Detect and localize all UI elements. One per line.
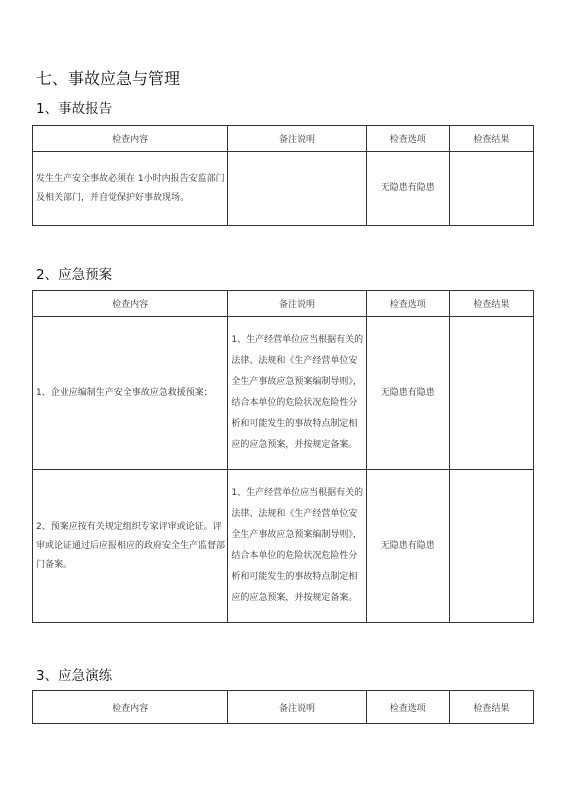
accident-report-table <box>32 125 534 226</box>
header-remarks: 备注说明 <box>228 291 366 317</box>
header-check-result: 检查结果 <box>449 126 533 152</box>
header-remarks: 备注说明 <box>228 691 366 724</box>
table-header-row <box>33 691 534 724</box>
emergency-plan-table <box>32 290 534 623</box>
section-title-emergency-plan: 2、应急预案 <box>36 267 113 283</box>
table-row <box>33 152 534 226</box>
section-title-accident-report: 1、事故报告 <box>36 101 113 117</box>
check-result-cell[interactable] <box>449 470 533 623</box>
check-option-cell[interactable]: 无隐患有隐患 <box>366 317 449 470</box>
remarks-cell: 1、生产经营单位应当根据有关的法律、法规和《生产经营单位安全生产事故应急预案编制导则》，结合本单位的危险状况危险性分析和可能发生的事故特点制定相应的应急预案，并按规定备案。 <box>228 317 366 470</box>
header-check-option: 检查选项 <box>366 291 449 317</box>
check-result-cell[interactable] <box>449 317 533 470</box>
header-remarks: 备注说明 <box>228 126 366 152</box>
header-check-result: 检查结果 <box>449 691 533 724</box>
check-content-cell: 1、企业应编制生产安全事故应急救援预案； <box>33 317 228 470</box>
table-row <box>33 317 534 470</box>
check-content-cell: 2、预案应按有关规定组织专家评审或论证。评审或论证通过后应报相应的政府安全生产监督部门备案。 <box>33 470 228 623</box>
header-check-option: 检查选项 <box>366 691 449 724</box>
page-title: 七、事故应急与管理 <box>36 69 181 88</box>
header-check-result: 检查结果 <box>449 291 533 317</box>
check-result-cell[interactable] <box>449 152 533 226</box>
table-header-row <box>33 291 534 317</box>
table-header-row <box>33 126 534 152</box>
table-row <box>33 470 534 623</box>
check-content-cell: 发生生产安全事故必须在 1小时内报告安监部门及相关部门，并自觉保护好事故现场。 <box>33 152 228 226</box>
header-check-content: 检查内容 <box>33 691 228 724</box>
check-option-cell[interactable]: 无隐患有隐患 <box>366 152 449 226</box>
check-option-cell[interactable]: 无隐患有隐患 <box>366 470 449 623</box>
section-title-emergency-drill: 3、应急演练 <box>36 668 113 684</box>
header-check-option: 检查选项 <box>366 126 449 152</box>
remarks-cell <box>228 152 366 226</box>
header-check-content: 检查内容 <box>33 126 228 152</box>
header-check-content: 检查内容 <box>33 291 228 317</box>
remarks-cell: 1、生产经营单位应当根据有关的法律、法规和《生产经营单位安全生产事故应急预案编制导则》，结合本单位的危险状况危险性分析和可能发生的事故特点制定相应的应急预案，并按规定备案。 <box>228 470 366 623</box>
emergency-drill-table <box>32 690 534 724</box>
